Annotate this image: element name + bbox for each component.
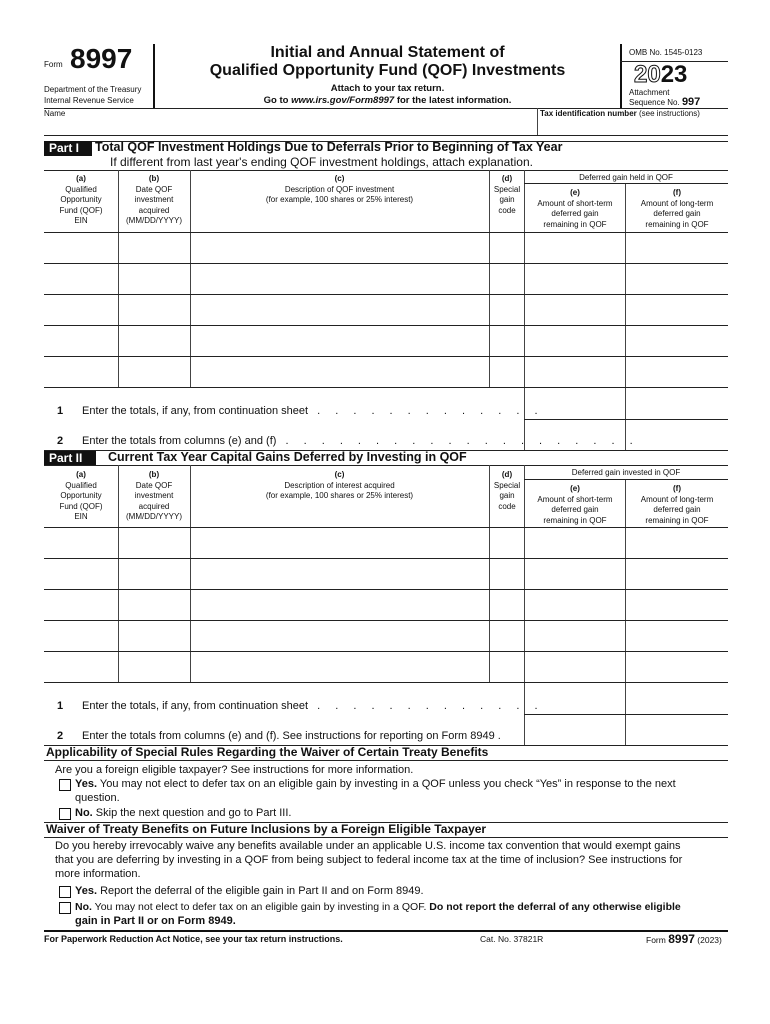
catalog-number: Cat. No. 37821R [480,934,544,944]
waiver-yes-label: Yes. Report the deferral of the eligible gain in Part II and on Form 8949. [75,885,424,897]
goto-instruction: Go to www.irs.gov/Form8997 for the latest information. [263,95,512,106]
part1-line2-number: 2 [57,435,64,447]
irs-name: Internal Revenue Service [44,96,134,105]
part2-line2-number: 2 [57,730,64,742]
form-title-line2: Qualified Opportunity Fund (QOF) Investments [209,62,566,79]
treaty-section-title: Applicability of Special Rules Regarding the Waiver of Certain Treaty Benefits [46,745,489,759]
part2-deferred-header: Deferred gain invested in QOF [571,468,681,477]
part2-entry-row-1[interactable] [44,528,728,558]
header-divider-left [153,44,155,108]
attachment-label: Attachment [629,88,670,97]
part1-line2-label: Enter the totals from columns (e) and (f) . . . . . . . . . . . . . . . . . . . . [82,435,639,447]
waiver-question-line3: more information. [55,868,141,880]
part2-col-f-header: (f) Amount of long-term deferred gain remaining in QOF [640,484,714,525]
form-label: Form [44,60,63,69]
waiver-question-line2: that you are deferring by investing in a QOF from being subject to federal income tax at the time of inclusion? See instructions for [55,854,683,866]
sequence-label: Sequence No. 997 [629,96,701,108]
part2-line1-col-f[interactable] [626,683,727,713]
waiver-no-label-cont: gain in Part II or on Form 8949. [75,915,236,927]
part1-line1-col-f[interactable] [626,388,727,418]
part2-entry-row-5[interactable] [44,652,728,682]
tin-label: Tax identification number (see instructions) [540,109,700,118]
footer-form-id: Form 8997 (2023) [646,932,722,946]
part2-entry-row-4[interactable] [44,621,728,651]
sequence-number: 997 [681,96,701,108]
part1-col-d-header: (d) Special gain code [493,174,521,215]
part1-subtitle: If different from last year's ending QOF investment holdings, attach explanation. [110,155,533,169]
part1-col-e-header: (e) Amount of short-term deferred gain remaining in QOF [537,188,613,229]
part2-col-a-header: (a) Qualified Opportunity Fund (QOF) EIN [59,470,103,521]
part1-entry-row-4[interactable] [44,326,728,356]
part1-line2-col-f[interactable] [626,420,727,449]
treaty-yes-checkbox[interactable] [59,779,71,791]
part2-line1-col-e[interactable] [525,683,624,713]
header-divider-right [620,44,622,108]
treaty-yes-label: Yes. You may not elect to defer tax on an eligible gain by investing in a QOF unless you check “Yes” in response to the next [75,778,676,790]
treaty-no-label: No. Skip the next question and go to Part III. [75,807,292,819]
part1-col-b-header: (b) Date QOF investment acquired (MM/DD/YYYY) [126,174,182,225]
part2-line2-label: Enter the totals from columns (e) and (f). See instructions for reporting on Form 8949 . [82,730,501,742]
part1-col-f-header: (f) Amount of long-term deferred gain remaining in QOF [640,188,714,229]
paperwork-notice: For Paperwork Reduction Act Notice, see your tax return instructions. [44,934,343,944]
tax-year [634,63,687,87]
part1-title: Total QOF Investment Holdings Due to Deferrals Prior to Beginning of Tax Year [95,140,563,154]
part2-col-d-header: (d) Special gain code [493,470,521,511]
part1-line1-label: Enter the totals, if any, from continuation sheet . . . . . . . . . . . . . [82,405,544,417]
treaty-question: Are you a foreign eligible taxpayer? See instructions for more information. [55,764,414,776]
dept-treasury: Department of the Treasury [44,85,142,94]
part2-line2-col-f[interactable] [626,715,727,744]
waiver-question-line1: Do you hereby irrevocably waive any benefits available under an applicable U.S. income tax convention that would exempt gains [55,840,681,852]
part2-col-c-header: (c) Description of interest acquired (for example, 100 shares or 25% interest) [265,470,414,500]
part1-col-a-header: (a) Qualified Opportunity Fund (QOF) EIN [59,174,103,225]
part1-line1-number: 1 [57,405,64,417]
tax-year-solid: 23 [660,61,688,88]
part1-entry-row-3[interactable] [44,295,728,325]
form-title-line1: Initial and Annual Statement of [270,44,505,61]
name-label: Name [44,109,66,118]
part2-line2-col-e[interactable] [525,715,624,744]
part1-line1-col-e[interactable] [525,388,624,418]
form-number: 8997 [70,43,133,74]
waiver-section-title: Waiver of Treaty Benefits on Future Inclusions by a Foreign Eligible Taxpayer [46,822,487,836]
waiver-no-checkbox[interactable] [59,902,71,914]
part1-entry-row-2[interactable] [44,264,728,294]
name-field[interactable] [44,119,534,134]
treaty-no-checkbox[interactable] [59,808,71,820]
part2-col-b-header: (b) Date QOF investment acquired (MM/DD/YYYY) [126,470,182,521]
part2-entry-row-2[interactable] [44,559,728,589]
part1-entry-row-1[interactable] [44,233,728,263]
part1-deferred-header: Deferred gain held in QOF [579,173,673,182]
omb-number: OMB No. 1545-0123 [629,48,703,57]
part1-line2-col-e[interactable] [525,420,624,449]
part1-col-c-header: (c) Description of QOF investment (for example, 100 shares or 25% interest) [265,174,414,204]
treaty-yes-label-cont: question. [75,792,120,804]
part2-line1-number: 1 [57,700,64,712]
tin-field[interactable] [540,120,726,134]
waiver-no-label: No. You may not elect to defer tax on an eligible gain by investing in a QOF. Do not report the deferral of any otherwise eligible [75,901,681,913]
irs-url-link[interactable]: www.irs.gov/Form8997 [291,95,395,106]
part2-entry-row-3[interactable] [44,590,728,620]
part2-title: Current Tax Year Capital Gains Deferred by Investing in QOF [108,450,467,464]
part1-entry-row-5[interactable] [44,357,728,387]
part2-col-e-header: (e) Amount of short-term deferred gain remaining in QOF [537,484,613,525]
part2-line1-label: Enter the totals, if any, from continuation sheet . . . . . . . . . . . . . [82,700,544,712]
part1-tag: Part I [44,141,92,156]
part2-tag: Part II [44,451,96,466]
waiver-yes-checkbox[interactable] [59,886,71,898]
tax-year-outline: 20 [634,61,661,88]
attach-instruction: Attach to your tax return. [330,83,445,94]
